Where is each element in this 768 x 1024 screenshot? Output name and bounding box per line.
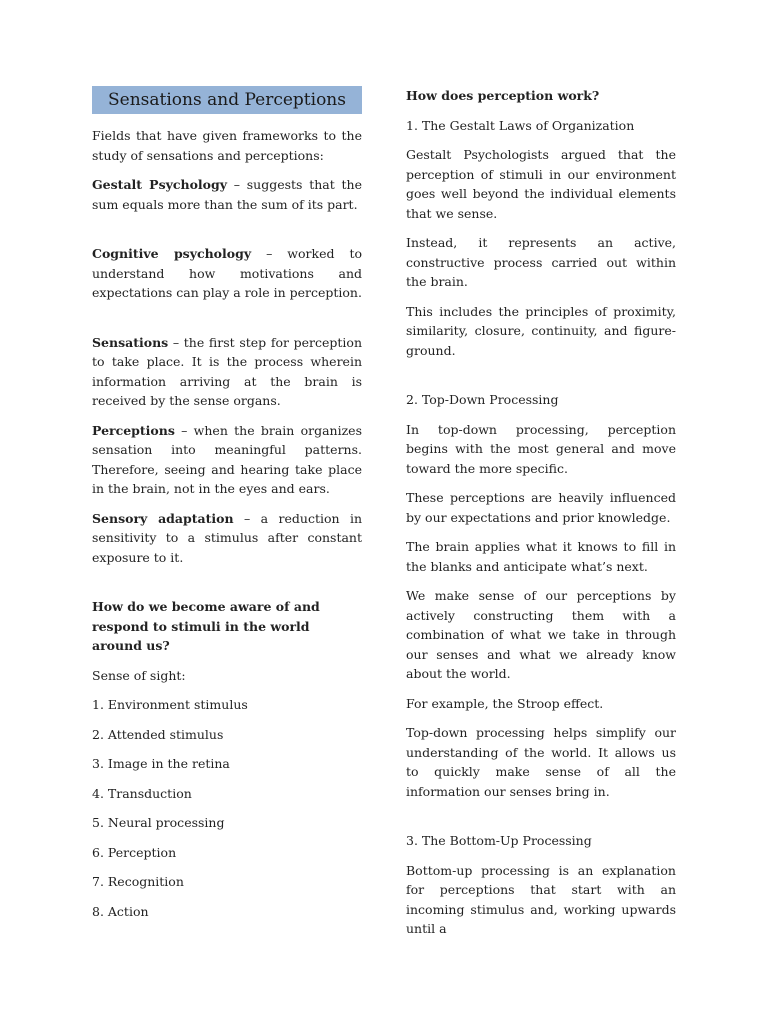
definition-cognitive xyxy=(92,244,362,303)
left-column xyxy=(92,86,362,931)
definition-text: – the first step for perception to take place. It is the process wherein information arriving at the brain is received by the sense organs. xyxy=(92,334,362,408)
definition-text: – when the brain organizes sensation into meaningful patterns. Therefore, seeing and hearing take place in the brain, not in the eyes and ears. xyxy=(92,422,362,496)
definition-sensations xyxy=(92,333,362,411)
paragraph: For example, the Stroop effect. xyxy=(406,695,604,711)
list-item: 7. Recognition xyxy=(92,874,184,889)
paragraph: This includes the principles of proximity, similarity, closure, continuity, and figure-ground. xyxy=(406,303,676,358)
definition-term: Gestalt Psychology xyxy=(92,177,228,192)
list-item: 2. Attended stimulus xyxy=(92,726,224,742)
section-heading-bottomup: 3. The Bottom-Up Processing xyxy=(406,833,592,848)
list-item: 6. Perception xyxy=(92,844,177,860)
paragraph: Bottom-up processing is an explanation for perceptions that start with an incoming stimulus and, working upwards until a xyxy=(406,862,676,936)
definition-term: Cognitive psychology xyxy=(92,246,252,261)
list-item: 1. Environment stimulus xyxy=(92,697,248,712)
definition-perceptions xyxy=(92,421,362,499)
title-banner xyxy=(92,86,362,114)
paragraph: Instead, it represents an active, constructive process carried out within the brain. xyxy=(406,235,676,289)
definition-text: – suggests that the sum equals more than the sum of its part. xyxy=(92,177,362,212)
paragraph: Gestalt Psychologists argued that the perception of stimuli in our environment goes well beyond the individual elements that we sense. xyxy=(406,147,676,221)
list-item: 4. Transduction xyxy=(92,785,192,801)
definition-text: – worked to understand how motivations and expectations can play a role in perception. xyxy=(92,246,362,300)
paragraph: Top-down processing helps simplify our understanding of the world. It allows us to quickly make sense of all the information our senses bring in. xyxy=(406,725,676,799)
definition-gestalt xyxy=(92,175,362,214)
question-perception: How does perception work? xyxy=(406,88,600,103)
page-title: Sensations and Perceptions xyxy=(108,90,346,110)
right-column xyxy=(406,86,676,949)
definition-text: – a reduction in sensitivity to a stimulus after constant exposure to it. xyxy=(92,510,362,565)
definition-term: Sensations xyxy=(92,334,169,350)
intro-paragraph: Fields that have given frameworks to the study of sensations and perceptions: xyxy=(92,128,362,163)
definition-term: Sensory adaptation xyxy=(92,510,234,526)
paragraph: The brain applies what it knows to fill in the blanks and anticipate what’s next. xyxy=(406,539,676,574)
question-awareness: How do we become aware of and respond to stimuli in the world around us? xyxy=(92,599,320,653)
definition-sensory-adaptation xyxy=(92,509,362,568)
sight-label: Sense of sight: xyxy=(92,667,186,683)
paragraph: We make sense of our perceptions by actively constructing them with a combination of what we take in through our senses and what we already know about the world. xyxy=(406,588,676,681)
section-heading-topdown: 2. Top-Down Processing xyxy=(406,392,559,407)
section-heading-gestalt: 1. The Gestalt Laws of Organization xyxy=(406,117,635,133)
list-item: 8. Action xyxy=(92,903,149,919)
paragraph: These perceptions are heavily influenced by our expectations and prior knowledge. xyxy=(406,490,676,525)
paragraph: In top-down processing, perception begins with the most general and move toward the more specific. xyxy=(406,421,676,476)
list-item: 5. Neural processing xyxy=(92,815,225,830)
list-item: 3. Image in the retina xyxy=(92,756,230,771)
definition-term: Perceptions xyxy=(92,422,175,438)
